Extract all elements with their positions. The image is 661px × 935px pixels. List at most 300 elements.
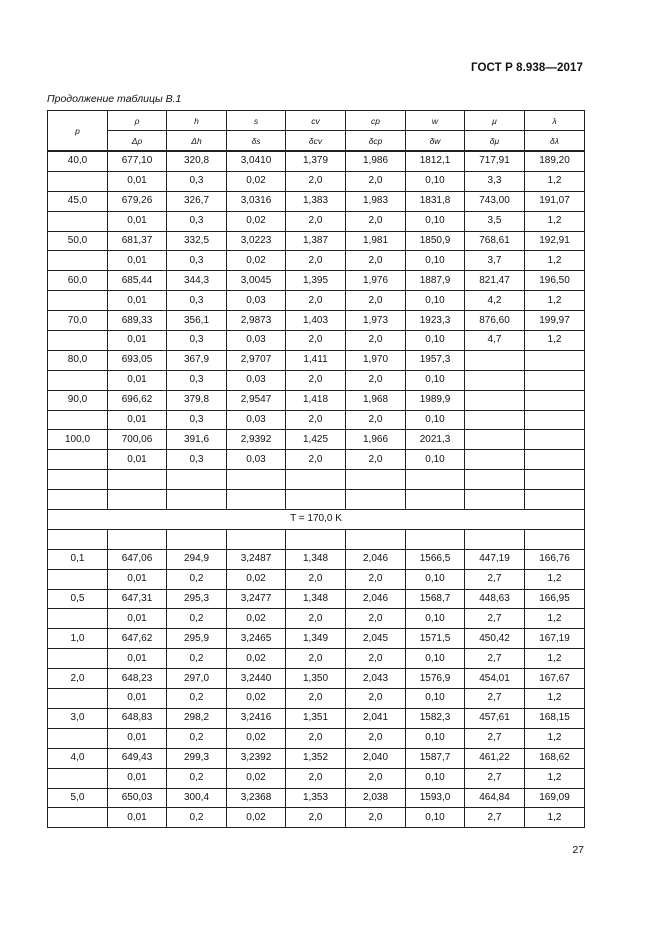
value-cell: 1,966 [346,430,406,450]
table-row [48,728,585,748]
pressure-cell: 1,0 [48,629,108,649]
value-cell: 0,3 [167,410,227,430]
pressure-cell [48,490,108,510]
table-row [48,370,585,390]
value-cell: 0,2 [167,569,227,589]
header-quantity: cv [286,111,346,131]
value-cell: 1,968 [346,390,406,410]
value-cell: 1,395 [286,271,346,291]
header-quantity: cp [346,111,406,131]
value-cell: 1,349 [286,629,346,649]
value-cell: 1,418 [286,390,346,410]
value-cell: 0,02 [227,728,286,748]
value-cell: 1,387 [286,231,346,251]
header-quantity: λ [525,111,585,131]
value-cell: 2,0 [346,171,406,191]
value-cell: 0,01 [108,649,167,669]
value-cell: 0,01 [108,728,167,748]
value-cell: 0,02 [227,689,286,709]
value-cell: 1,383 [286,191,346,211]
value-cell: 169,09 [525,788,585,808]
value-cell: 2,0 [286,569,346,589]
value-cell [286,470,346,490]
value-cell: 0,01 [108,370,167,390]
value-cell: 454,01 [465,669,525,689]
pressure-cell [48,808,108,828]
value-cell: 2,0 [346,211,406,231]
table-row [48,689,585,709]
value-cell: 1593,0 [406,788,465,808]
value-cell: 1,2 [525,689,585,709]
value-cell: 1812,1 [406,151,465,171]
value-cell: 1,351 [286,708,346,728]
value-cell: 191,07 [525,191,585,211]
value-cell: 0,01 [108,569,167,589]
value-cell [406,529,465,549]
value-cell: 1,2 [525,291,585,311]
pressure-cell [48,291,108,311]
section-row [48,510,585,530]
value-cell: 166,76 [525,549,585,569]
value-cell: 1957,3 [406,350,465,370]
value-cell: 0,2 [167,728,227,748]
value-cell: 168,15 [525,708,585,728]
pressure-cell [48,251,108,271]
value-cell: 1,403 [286,311,346,331]
value-cell: 0,2 [167,609,227,629]
value-cell: 0,10 [406,171,465,191]
value-cell: 717,91 [465,151,525,171]
value-cell: 0,03 [227,450,286,470]
value-cell: 1,348 [286,589,346,609]
value-cell: 1,2 [525,569,585,589]
value-cell: 1,352 [286,748,346,768]
pressure-cell [48,609,108,629]
pressure-cell [48,410,108,430]
pressure-cell: 5,0 [48,788,108,808]
value-cell: 1,2 [525,649,585,669]
value-cell [286,529,346,549]
value-cell [108,470,167,490]
value-cell: 1989,9 [406,390,465,410]
value-cell: 3,2416 [227,708,286,728]
value-cell: 2,0 [346,410,406,430]
value-cell: 2,0 [286,370,346,390]
value-cell: 1,2 [525,609,585,629]
value-cell: 2,0 [346,689,406,709]
value-cell [525,370,585,390]
value-cell: 2,7 [465,808,525,828]
value-cell: 167,67 [525,669,585,689]
value-cell: 448,63 [465,589,525,609]
value-cell: 2,043 [346,669,406,689]
pressure-cell [48,450,108,470]
value-cell: 1,425 [286,430,346,450]
value-cell: 0,02 [227,251,286,271]
value-cell: 0,2 [167,808,227,828]
value-cell: 689,33 [108,311,167,331]
value-cell: 685,44 [108,271,167,291]
value-cell: 0,01 [108,410,167,430]
value-cell: 344,3 [167,271,227,291]
table-row [48,251,585,271]
pressure-cell [48,171,108,191]
value-cell: 821,47 [465,271,525,291]
value-cell: 2,0 [346,768,406,788]
value-cell: 2,7 [465,689,525,709]
value-cell: 2,0 [286,609,346,629]
value-cell: 332,5 [167,231,227,251]
pressure-cell [48,470,108,490]
value-cell: 647,31 [108,589,167,609]
value-cell: 4,2 [465,291,525,311]
table-row [48,748,585,768]
value-cell: 0,03 [227,410,286,430]
value-cell: 1571,5 [406,629,465,649]
value-cell: 2,038 [346,788,406,808]
value-cell: 2,9707 [227,350,286,370]
value-cell: 1582,3 [406,708,465,728]
page-number: 27 [572,844,584,856]
value-cell: 0,02 [227,768,286,788]
value-cell: 0,10 [406,689,465,709]
value-cell: 0,10 [406,291,465,311]
pressure-cell: 40,0 [48,151,108,171]
table-row [48,629,585,649]
value-cell [346,490,406,510]
header-uncertainty: Δh [167,131,227,152]
value-cell: 3,5 [465,211,525,231]
value-cell: 0,10 [406,649,465,669]
pressure-cell: 3,0 [48,708,108,728]
value-cell: 367,9 [167,350,227,370]
value-cell: 1,2 [525,728,585,748]
table-row [48,430,585,450]
pressure-cell: 0,1 [48,549,108,569]
value-cell: 0,01 [108,251,167,271]
header-uncertainty: δcv [286,131,346,152]
pressure-cell [48,569,108,589]
header-quantity: μ [465,111,525,131]
value-cell: 649,43 [108,748,167,768]
value-cell: 196,50 [525,271,585,291]
header-row-bottom [48,131,585,152]
value-cell: 4,7 [465,331,525,351]
value-cell [525,350,585,370]
header-quantity: w [406,111,465,131]
pressure-cell [48,728,108,748]
value-cell: 3,3 [465,171,525,191]
value-cell: 0,3 [167,171,227,191]
pressure-cell [48,689,108,709]
pressure-cell: 0,5 [48,589,108,609]
value-cell [167,490,227,510]
value-cell: 320,8 [167,151,227,171]
table-row [48,350,585,370]
value-cell: 2,0 [286,649,346,669]
value-cell: 2,0 [346,808,406,828]
value-cell [406,490,465,510]
value-cell: 2,0 [346,569,406,589]
pressure-cell [48,331,108,351]
value-cell: 2,7 [465,569,525,589]
value-cell [227,490,286,510]
value-cell: 1,2 [525,171,585,191]
value-cell: 326,7 [167,191,227,211]
pressure-cell [48,649,108,669]
value-cell: 2,0 [286,728,346,748]
value-cell: 1,973 [346,311,406,331]
table-row [48,390,585,410]
value-cell: 2,7 [465,649,525,669]
value-cell: 1923,3 [406,311,465,331]
value-cell: 3,2465 [227,629,286,649]
value-cell [465,470,525,490]
table-row [48,490,585,510]
value-cell: 0,10 [406,331,465,351]
value-cell: 0,01 [108,331,167,351]
header-p: p [48,111,108,152]
pressure-cell: 50,0 [48,231,108,251]
value-cell: 447,19 [465,549,525,569]
value-cell [465,529,525,549]
value-cell: 0,03 [227,331,286,351]
table-row [48,549,585,569]
value-cell: 2,040 [346,748,406,768]
pressure-cell [48,370,108,390]
value-cell: 168,62 [525,748,585,768]
value-cell: 0,10 [406,609,465,629]
value-cell: 647,62 [108,629,167,649]
value-cell: 1,379 [286,151,346,171]
pressure-cell: 70,0 [48,311,108,331]
value-cell: 0,10 [406,211,465,231]
value-cell: 3,2368 [227,788,286,808]
pressure-cell: 60,0 [48,271,108,291]
value-cell [525,470,585,490]
table-row [48,311,585,331]
value-cell: 743,00 [465,191,525,211]
value-cell: 2,0 [286,808,346,828]
value-cell: 0,3 [167,251,227,271]
value-cell: 2,046 [346,589,406,609]
table-row [48,609,585,629]
value-cell: 1,350 [286,669,346,689]
value-cell: 2,0 [346,728,406,748]
value-cell [346,529,406,549]
value-cell: 1,348 [286,549,346,569]
value-cell: 2,045 [346,629,406,649]
value-cell: 647,06 [108,549,167,569]
value-cell: 0,10 [406,728,465,748]
value-cell [525,529,585,549]
value-cell: 2,7 [465,728,525,748]
value-cell: 2,9392 [227,430,286,450]
value-cell [227,529,286,549]
value-cell: 2,0 [286,211,346,231]
value-cell: 464,84 [465,788,525,808]
value-cell: 295,9 [167,629,227,649]
value-cell: 2,0 [286,291,346,311]
value-cell: 3,0410 [227,151,286,171]
value-cell: 0,01 [108,211,167,231]
table-row [48,271,585,291]
table-row [48,708,585,728]
value-cell: 3,7 [465,251,525,271]
value-cell: 3,2477 [227,589,286,609]
value-cell: 3,0316 [227,191,286,211]
value-cell: 2,0 [346,251,406,271]
value-cell: 2,7 [465,609,525,629]
value-cell [465,430,525,450]
section-title: T = 170,0 K [48,510,585,530]
header-uncertainty: δw [406,131,465,152]
value-cell: 768,61 [465,231,525,251]
value-cell [108,529,167,549]
header-uncertainty: δλ [525,131,585,152]
value-cell: 0,10 [406,450,465,470]
pressure-cell: 4,0 [48,748,108,768]
value-cell: 3,2487 [227,549,286,569]
value-cell: 1,2 [525,251,585,271]
value-cell: 0,3 [167,211,227,231]
pressure-cell: 90,0 [48,390,108,410]
header-uncertainty: δμ [465,131,525,152]
table-row [48,191,585,211]
value-cell: 1576,9 [406,669,465,689]
value-cell: 0,02 [227,211,286,231]
value-cell: 199,97 [525,311,585,331]
value-cell [525,490,585,510]
value-cell: 1,2 [525,808,585,828]
value-cell: 696,62 [108,390,167,410]
value-cell [406,470,465,490]
value-cell: 2,0 [286,450,346,470]
value-cell: 677,10 [108,151,167,171]
value-cell: 461,22 [465,748,525,768]
value-cell: 2,0 [286,331,346,351]
value-cell: 295,3 [167,589,227,609]
value-cell: 457,61 [465,708,525,728]
data-table [47,110,585,828]
value-cell: 0,3 [167,331,227,351]
value-cell [286,490,346,510]
value-cell: 0,2 [167,768,227,788]
table-row [48,569,585,589]
pressure-cell [48,768,108,788]
value-cell: 0,02 [227,808,286,828]
value-cell: 1,976 [346,271,406,291]
pressure-cell [48,211,108,231]
value-cell [167,470,227,490]
header-uncertainty: Δρ [108,131,167,152]
value-cell: 0,02 [227,171,286,191]
value-cell: 2,0 [346,450,406,470]
table-row [48,768,585,788]
value-cell: 0,01 [108,768,167,788]
table-row [48,669,585,689]
value-cell: 0,2 [167,689,227,709]
value-cell: 2,041 [346,708,406,728]
value-cell: 0,3 [167,370,227,390]
value-cell: 2,0 [286,171,346,191]
value-cell: 0,01 [108,291,167,311]
value-cell: 1850,9 [406,231,465,251]
value-cell: 0,10 [406,370,465,390]
value-cell: 3,2440 [227,669,286,689]
value-cell: 2,0 [346,331,406,351]
value-cell: 1,2 [525,331,585,351]
value-cell: 0,10 [406,410,465,430]
value-cell: 2,0 [286,689,346,709]
value-cell: 2,0 [346,609,406,629]
value-cell: 2,9873 [227,311,286,331]
value-cell: 1,353 [286,788,346,808]
table-row [48,450,585,470]
value-cell: 0,10 [406,251,465,271]
header-quantity: s [227,111,286,131]
value-cell: 1,981 [346,231,406,251]
value-cell: 2,046 [346,549,406,569]
value-cell [525,430,585,450]
value-cell: 1568,7 [406,589,465,609]
value-cell: 0,03 [227,291,286,311]
value-cell: 189,20 [525,151,585,171]
value-cell: 0,10 [406,808,465,828]
value-cell [465,450,525,470]
pressure-cell: 100,0 [48,430,108,450]
value-cell: 1,2 [525,768,585,788]
value-cell: 0,01 [108,450,167,470]
value-cell: 1,2 [525,211,585,231]
value-cell: 192,91 [525,231,585,251]
value-cell: 648,23 [108,669,167,689]
value-cell: 2,0 [286,251,346,271]
value-cell [525,390,585,410]
value-cell: 1,411 [286,350,346,370]
value-cell: 2021,3 [406,430,465,450]
value-cell: 300,4 [167,788,227,808]
header-quantity: h [167,111,227,131]
header-quantity: ρ [108,111,167,131]
table-row [48,808,585,828]
pressure-cell: 2,0 [48,669,108,689]
value-cell: 2,0 [346,291,406,311]
table-row [48,788,585,808]
header-uncertainty: δs [227,131,286,152]
table-row [48,331,585,351]
value-cell: 700,06 [108,430,167,450]
pressure-cell [48,529,108,549]
value-cell [465,350,525,370]
value-cell: 379,8 [167,390,227,410]
value-cell: 166,95 [525,589,585,609]
pressure-cell: 80,0 [48,350,108,370]
table-row [48,410,585,430]
value-cell: 648,83 [108,708,167,728]
value-cell: 294,9 [167,549,227,569]
value-cell: 3,0223 [227,231,286,251]
value-cell: 3,2392 [227,748,286,768]
value-cell: 650,03 [108,788,167,808]
table-row [48,151,585,171]
value-cell: 3,0045 [227,271,286,291]
value-cell: 693,05 [108,350,167,370]
table-row [48,470,585,490]
table-row [48,589,585,609]
value-cell: 0,03 [227,370,286,390]
value-cell: 391,6 [167,430,227,450]
